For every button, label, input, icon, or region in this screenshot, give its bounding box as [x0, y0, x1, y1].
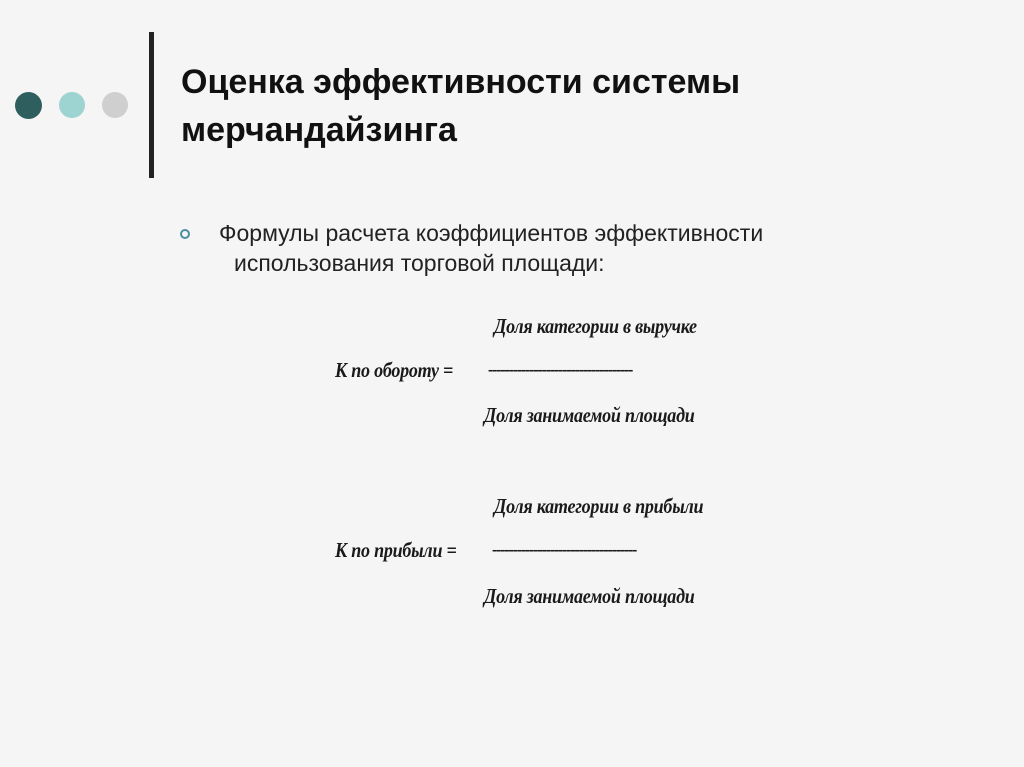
slide-title-line-1: Оценка эффективности системы [181, 63, 741, 101]
bullet-text-line-1: Формулы расчета коэффициентов эффективности [219, 220, 764, 246]
formula1-lhs: К по обороту = [335, 358, 454, 382]
formula2-denominator: Доля занимаемой площади [484, 584, 695, 608]
slide-title-line-2: мерчандайзинга [181, 111, 457, 149]
decorative-dot-gray [102, 92, 128, 118]
formula1-numerator: Доля категории в выручке [494, 314, 697, 338]
bullet-item [219, 218, 939, 278]
formula2-fraction-line: ----------------------------------- [492, 539, 637, 559]
formula1-denominator: Доля занимаемой площади [484, 403, 695, 427]
formula2-numerator: Доля категории в прибыли [494, 494, 704, 518]
bullet-ring-icon [180, 229, 190, 239]
formula1-fraction-line: ----------------------------------- [488, 359, 633, 379]
decorative-dot-teal [59, 92, 85, 118]
slide-title [181, 58, 981, 154]
formula2-lhs: К по прибыли = [335, 538, 457, 562]
bullet-text-line-2: использования торговой площади: [234, 250, 605, 276]
decorative-dot-dark [15, 92, 42, 119]
title-divider-line [149, 32, 154, 178]
